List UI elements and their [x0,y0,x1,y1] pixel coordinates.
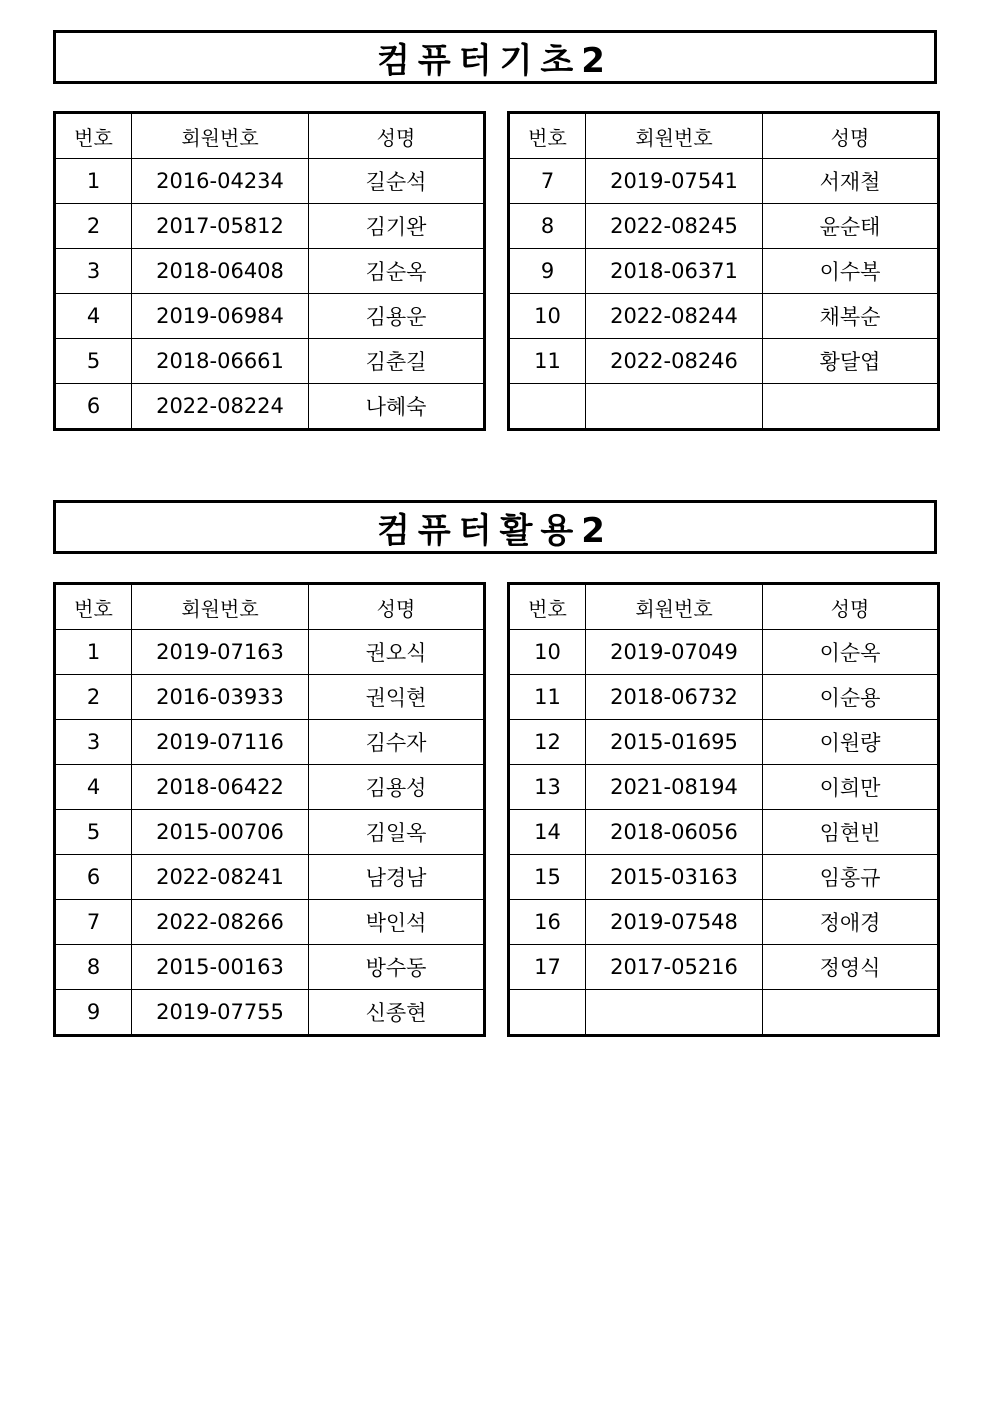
table-row [55,249,485,294]
cell-member-id: 2017-05216 [586,945,763,990]
cell-name: 서재철 [763,159,939,204]
cell-member-id: 2019-07116 [132,720,309,765]
cell-member-id: 2018-06408 [132,249,309,294]
cell-number [509,990,586,1036]
cell-member-id: 2019-07548 [586,900,763,945]
table-row [509,990,939,1036]
cell-name: 김순옥 [309,249,485,294]
cell-name [763,990,939,1036]
table-row [55,294,485,339]
cell-number: 17 [509,945,586,990]
cell-name: 이희만 [763,765,939,810]
table-row [509,630,939,675]
cell-name: 길순석 [309,159,485,204]
cell-name: 김용운 [309,294,485,339]
cell-name: 방수동 [309,945,485,990]
cell-name: 박인석 [309,900,485,945]
cell-name: 김기완 [309,204,485,249]
cell-member-id: 2018-06371 [586,249,763,294]
cell-member-id: 2015-00706 [132,810,309,855]
cell-name [763,384,939,430]
table-row [509,159,939,204]
cell-number: 3 [55,249,132,294]
table-row [509,720,939,765]
table-row [509,810,939,855]
table-row [509,339,939,384]
table-row [509,855,939,900]
cell-number: 10 [509,294,586,339]
header-member-id: 회원번호 [586,113,763,159]
section-title-box [53,500,937,554]
table-row [509,945,939,990]
cell-number: 2 [55,675,132,720]
table-row [509,675,939,720]
cell-name: 이수복 [763,249,939,294]
table-row [55,159,485,204]
cell-number: 9 [55,990,132,1036]
header-number: 번호 [509,584,586,630]
table-row [55,765,485,810]
header-number: 번호 [55,584,132,630]
table-row [509,249,939,294]
table-row [55,720,485,765]
cell-member-id: 2019-07163 [132,630,309,675]
cell-name: 황달엽 [763,339,939,384]
cell-member-id: 2022-08245 [586,204,763,249]
cell-member-id: 2019-07541 [586,159,763,204]
table-row [509,204,939,249]
cell-name: 남경남 [309,855,485,900]
table-row [55,384,485,430]
header-member-id: 회원번호 [132,113,309,159]
cell-number: 13 [509,765,586,810]
header-name: 성명 [763,113,939,159]
cell-number: 6 [55,384,132,430]
cell-member-id: 2016-04234 [132,159,309,204]
cell-name: 이순옥 [763,630,939,675]
cell-number: 1 [55,159,132,204]
cell-name: 신종현 [309,990,485,1036]
cell-member-id [586,384,763,430]
cell-member-id: 2022-08244 [586,294,763,339]
cell-number: 15 [509,855,586,900]
section-title: 컴퓨터기초2 [377,40,613,81]
cell-member-id: 2022-08246 [586,339,763,384]
cell-member-id: 2019-06984 [132,294,309,339]
cell-member-id: 2019-07049 [586,630,763,675]
table-row [55,630,485,675]
cell-member-id: 2022-08266 [132,900,309,945]
section-title-box [53,30,937,84]
cell-number: 4 [55,294,132,339]
cell-member-id: 2022-08224 [132,384,309,430]
cell-number: 7 [55,900,132,945]
cell-name: 김용성 [309,765,485,810]
table-row [509,294,939,339]
header-row [55,584,485,630]
cell-name: 권오식 [309,630,485,675]
cell-number: 1 [55,630,132,675]
header-name: 성명 [309,113,485,159]
cell-name: 권익현 [309,675,485,720]
table-row [509,900,939,945]
cell-number: 5 [55,810,132,855]
cell-member-id: 2015-03163 [586,855,763,900]
cell-member-id: 2018-06732 [586,675,763,720]
cell-name: 나혜숙 [309,384,485,430]
cell-number: 14 [509,810,586,855]
cell-name: 김수자 [309,720,485,765]
cell-name: 김일옥 [309,810,485,855]
roster-table-left [53,111,486,431]
cell-member-id: 2017-05812 [132,204,309,249]
roster-table-left [53,582,486,1037]
roster-table-right [507,582,940,1037]
cell-number: 11 [509,675,586,720]
cell-number: 2 [55,204,132,249]
cell-number: 5 [55,339,132,384]
cell-number: 4 [55,765,132,810]
cell-name: 정영식 [763,945,939,990]
header-row [55,113,485,159]
table-row [55,675,485,720]
cell-name: 정애경 [763,900,939,945]
cell-number [509,384,586,430]
cell-member-id: 2022-08241 [132,855,309,900]
cell-member-id: 2021-08194 [586,765,763,810]
header-row [509,113,939,159]
header-row [509,584,939,630]
table-row [55,810,485,855]
cell-number: 3 [55,720,132,765]
cell-number: 11 [509,339,586,384]
cell-member-id: 2016-03933 [132,675,309,720]
cell-number: 7 [509,159,586,204]
section-title: 컴퓨터활용2 [377,510,613,551]
header-member-id: 회원번호 [132,584,309,630]
table-row [509,384,939,430]
roster-table-right [507,111,940,431]
table-row [55,339,485,384]
cell-name: 임홍규 [763,855,939,900]
cell-member-id: 2018-06661 [132,339,309,384]
cell-name: 이원량 [763,720,939,765]
cell-member-id: 2018-06056 [586,810,763,855]
cell-number: 10 [509,630,586,675]
cell-name: 윤순태 [763,204,939,249]
cell-member-id: 2018-06422 [132,765,309,810]
table-row [55,900,485,945]
cell-name: 김춘길 [309,339,485,384]
cell-member-id: 2015-00163 [132,945,309,990]
table-row [509,765,939,810]
header-name: 성명 [763,584,939,630]
cell-number: 8 [509,204,586,249]
cell-number: 16 [509,900,586,945]
cell-member-id: 2019-07755 [132,990,309,1036]
cell-number: 12 [509,720,586,765]
cell-number: 9 [509,249,586,294]
cell-name: 채복순 [763,294,939,339]
header-number: 번호 [55,113,132,159]
table-row [55,945,485,990]
header-number: 번호 [509,113,586,159]
table-row [55,855,485,900]
cell-member-id: 2015-01695 [586,720,763,765]
cell-name: 이순용 [763,675,939,720]
table-row [55,204,485,249]
table-row [55,990,485,1036]
header-member-id: 회원번호 [586,584,763,630]
cell-name: 임현빈 [763,810,939,855]
cell-member-id [586,990,763,1036]
cell-number: 8 [55,945,132,990]
cell-number: 6 [55,855,132,900]
header-name: 성명 [309,584,485,630]
